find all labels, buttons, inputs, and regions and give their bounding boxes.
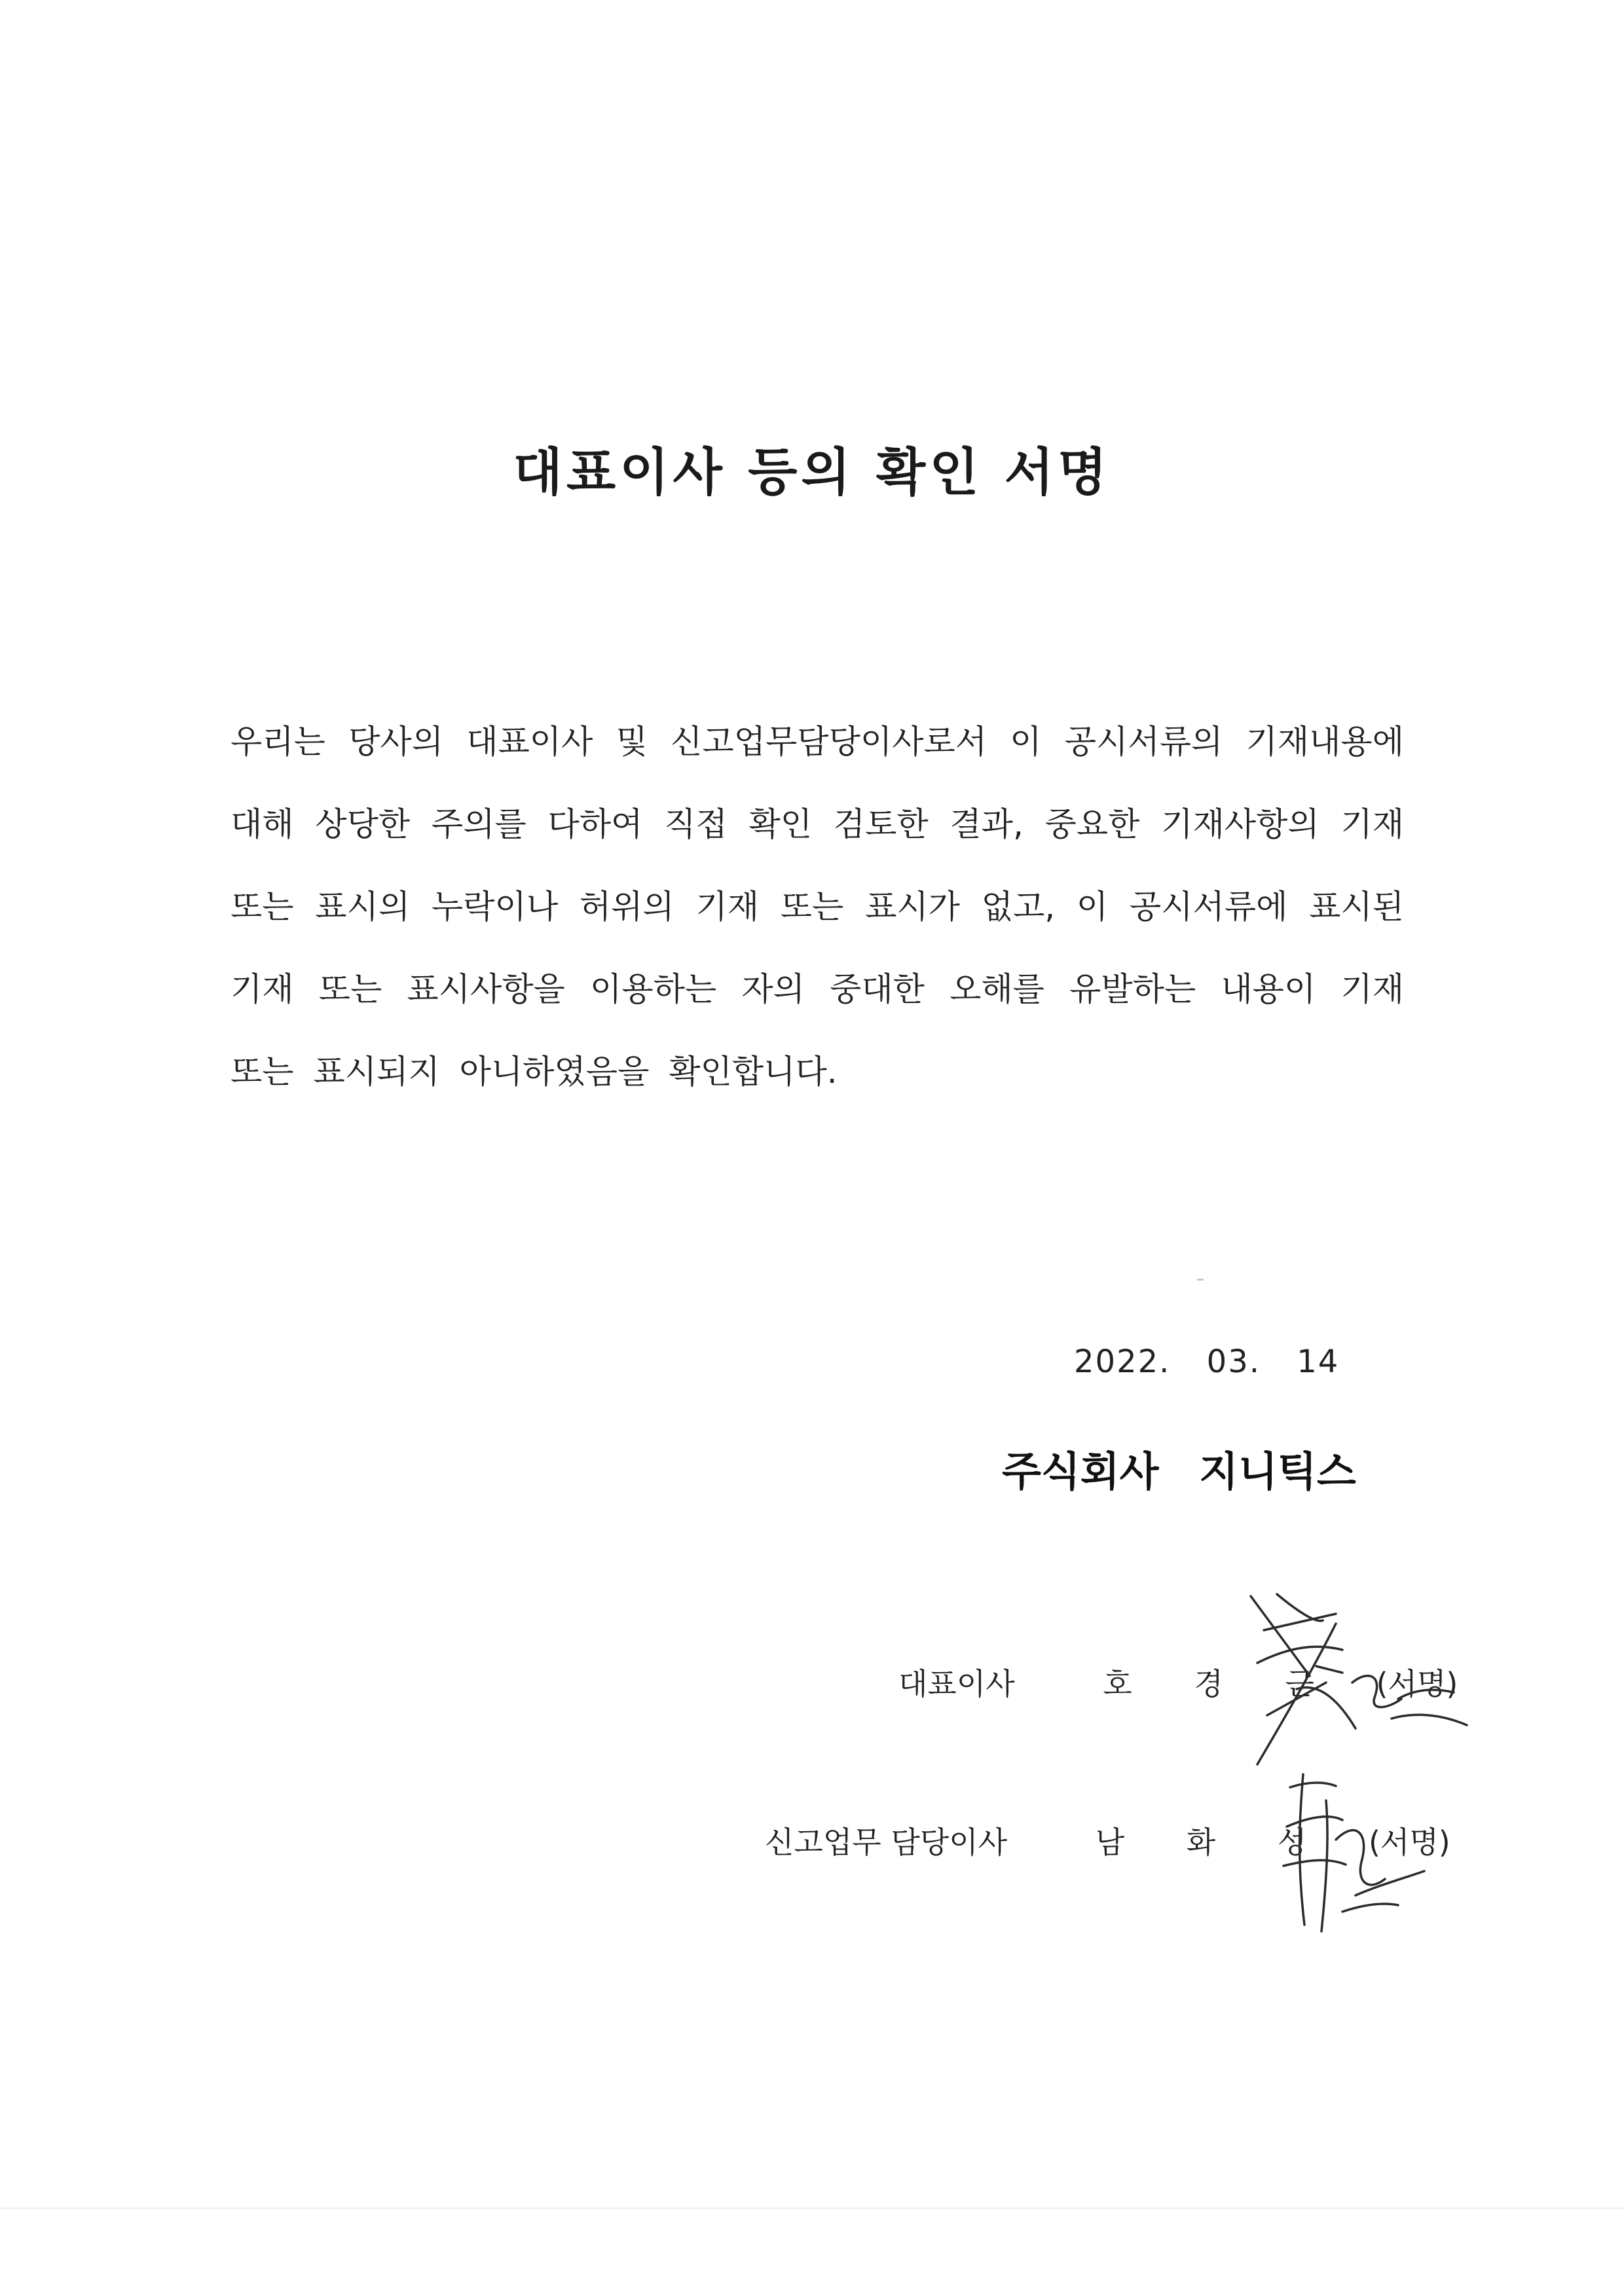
signatory-name: 호 경 근 — [1103, 1666, 1340, 1702]
signatory-name: 남 화 성 — [1095, 1825, 1333, 1860]
scan-edge-line — [0, 2208, 1624, 2209]
signatory-role: 신고업무 담당이사 — [765, 1825, 1008, 1860]
confirmation-statement: 우리는 당사의 대표이사 및 신고업무담당이사로서 이 공시서류의 기재내용에 대해 상당한 주의를 다하여 직접 확인 검토한 결과, 중요한 기재사항의 기재 또는 표시의 누락이나 허위의 기재 또는 표시가 없고, 이 공시서류에 표시된 기재 또는 표시사항을 이용하는 자의 중대한 오해를 유발하는 내용이 기재 또는 표시되지 아니하였음을 확인합니다. — [231, 723, 1404, 1091]
document-title: 대표이사 등의 확인 서명 — [513, 443, 1111, 502]
signatory-ceo — [898, 1660, 1458, 1704]
signatory-disclosure-director — [765, 1819, 1450, 1862]
scan-speck — [1197, 1279, 1204, 1281]
signature-mark-label: (서명) — [1368, 1825, 1450, 1860]
signatory-role: 대표이사 — [898, 1666, 1015, 1702]
company-name: 주식회사 지니틱스 — [1002, 1448, 1356, 1495]
document-date: 2022. 03. 14 — [1074, 1343, 1340, 1380]
signature-mark-label: (서명) — [1376, 1666, 1458, 1702]
